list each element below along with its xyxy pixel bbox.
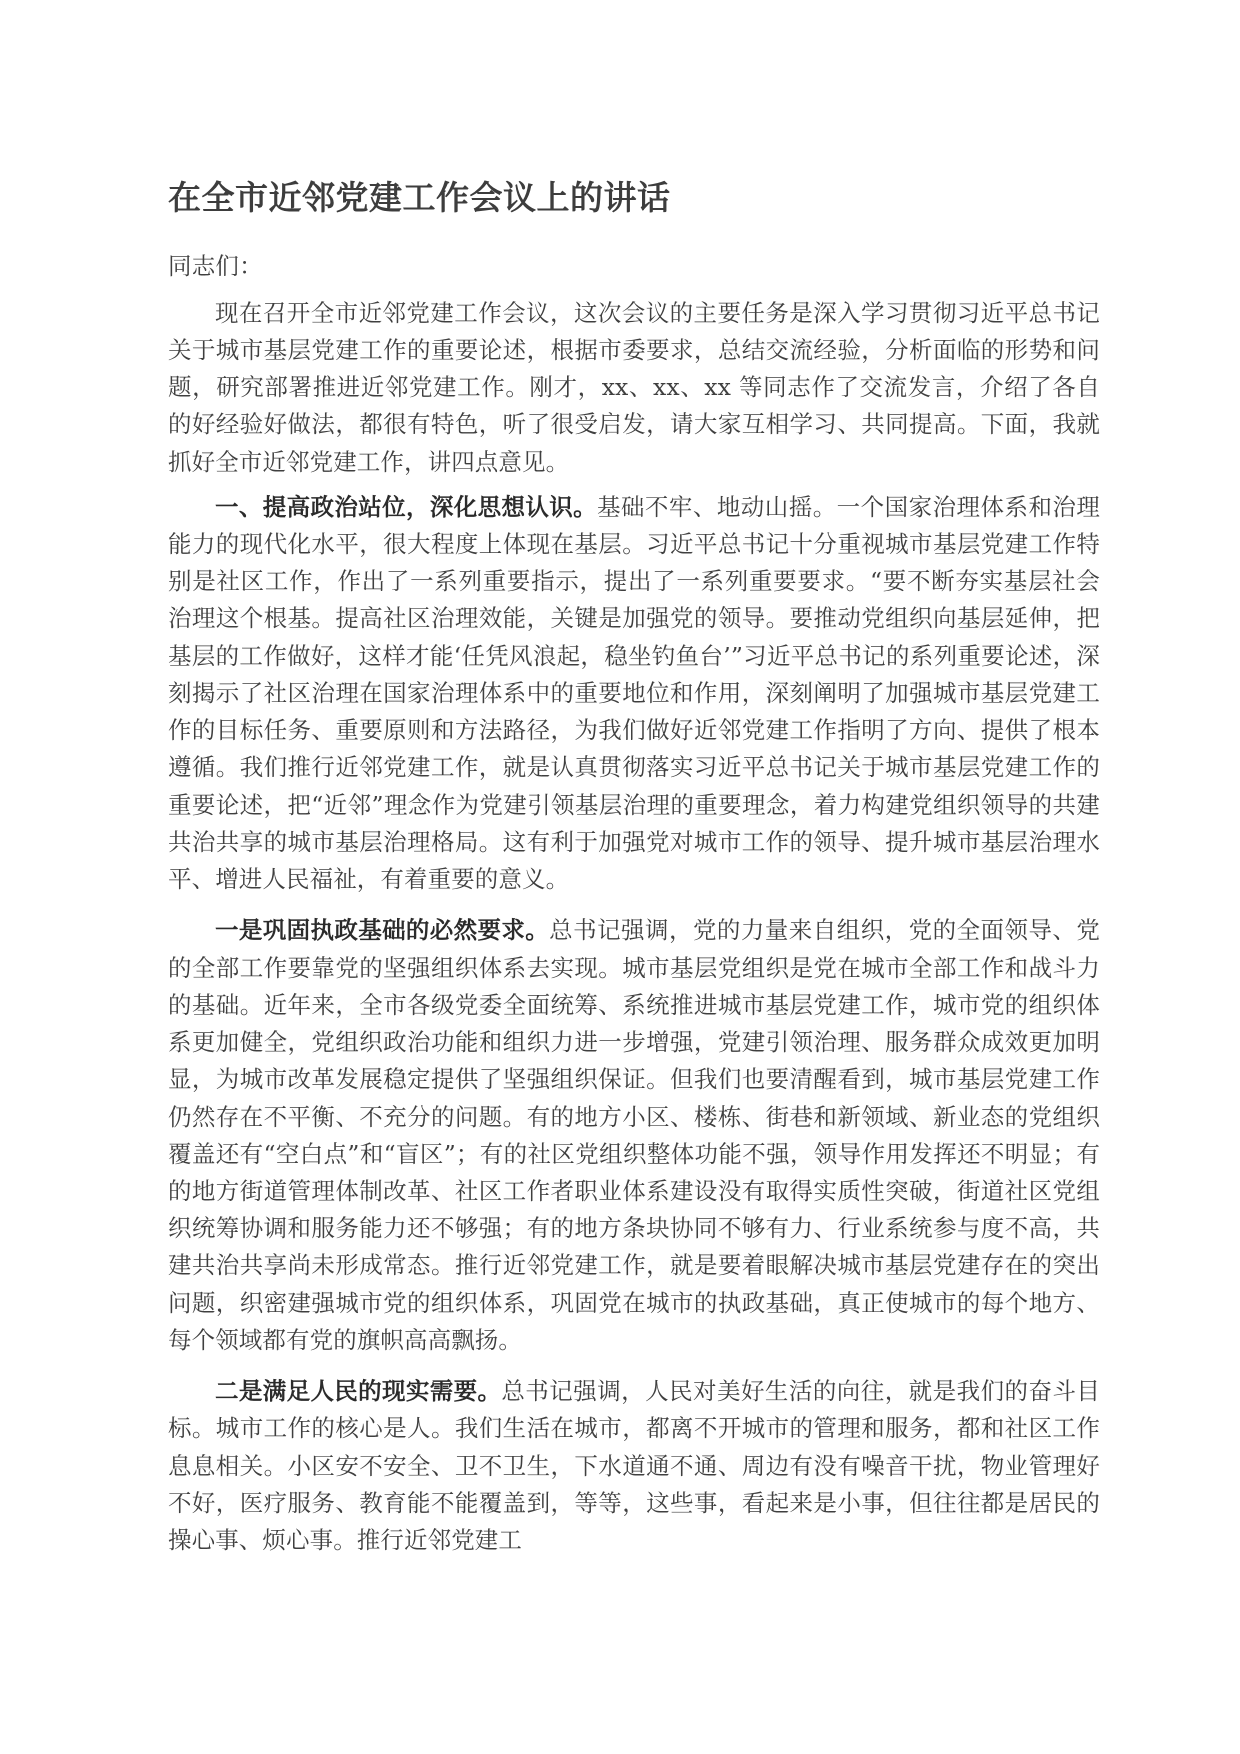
paragraph-point-two	[168, 1373, 1100, 1559]
paragraph-point-one	[168, 912, 1100, 1359]
paragraph-opening	[168, 295, 1100, 481]
paragraph-section-one	[168, 489, 1100, 899]
page-title: 在全市近邻党建工作会议上的讲话	[168, 178, 671, 217]
paragraph-text: 总书记强调，人民对美好生活的向往，就是我们的奋斗目标。城市工作的核心是人。我们生活在城市，都离不开城市的管理和服务，都和社区工作息息相关。小区安不安全、卫不卫生，下水道通不通、周边有没有噪音干扰，物业管理好不好，医疗服务、教育能不能覆盖到，等等，这些事，看起来是小事，但往往都是居民的操心事、烦心事。推行近邻党建工	[168, 1377, 1101, 1555]
paragraph-lead: 一、提高政治站位，深化思想认识。	[215, 492, 597, 521]
paragraph-lead: 一是巩固执政基础的必然要求。	[215, 916, 550, 945]
salutation: 同志们：	[168, 251, 263, 280]
paragraph-lead: 二是满足人民的现实需要。	[215, 1377, 502, 1406]
paragraph-text: 现在召开全市近邻党建工作会议，这次会议的主要任务是深入学习贯彻习近平总书记关于城市基层党建工作的重要论述，根据市委要求，总结交流经验，分析面临的形势和问题，研究部署推进近邻党建工作。刚才，xx、xx、xx 等同志作了交流发言，介绍了各自的好经验好做法，都很有特色，听了很受启发，请大家互相学习、共同提高。下面，我就抓好全市近邻党建工作，讲四点意见。	[168, 298, 1100, 476]
paragraph-text: 基础不牢、地动山摇。一个国家治理体系和治理能力的现代化水平，很大程度上体现在基层。习近平总书记十分重视城市基层党建工作特别是社区工作，作出了一系列重要指示，提出了一系列重要要求。“要不断夯实基层社会治理这个根基。提高社区治理效能，关键是加强党的领导。要推动党组织向基层延伸，把基层的工作做好，这样才能‘任凭风浪起，稳坐钓鱼台’”习近平总书记的系列重要论述，深刻揭示了社区治理在国家治理体系中的重要地位和作用，深刻阐明了加强城市基层党建工作的目标任务、重要原则和方法路径，为我们做好近邻党建工作指明了方向、提供了根本遵循。我们推行近邻党建工作，就是认真贯彻落实习近平总书记关于城市基层党建工作的重要论述，把“近邻”理念作为党建引领基层治理的重要理念，着力构建党组织领导的共建共治共享的城市基层治理格局。这有利于加强党对城市工作的领导、提升城市基层治理水平、增进人民福祉，有着重要的意义。	[168, 492, 1100, 894]
paragraph-text: 总书记强调，党的力量来自组织，党的全面领导、党的全部工作要靠党的坚强组织体系去实现。城市基层党组织是党在城市全部工作和战斗力的基础。近年来，全市各级党委全面统筹、系统推进城市基层党建工作，城市党的组织体系更加健全，党组织政治功能和组织力进一步增强，党建引领治理、服务群众成效更加明显，为城市改革发展稳定提供了坚强组织保证。但我们也要清醒看到，城市基层党建工作仍然存在不平衡、不充分的问题。有的地方小区、楼栋、街巷和新领域、新业态的党组织覆盖还有“空白点”和“盲区”；有的社区党组织整体功能不强，领导作用发挥还不明显；有的地方街道管理体制改革、社区工作者职业体系建设没有取得实质性突破，街道社区党组织统筹协调和服务能力还不够强；有的地方条块协同不够有力、行业系统参与度不高，共建共治共享尚未形成常态。推行近邻党建工作，就是要着眼解决城市基层党建存在的突出问题，织密建强城市党的组织体系，巩固党在城市的执政基础，真正使城市的每个地方、每个领域都有党的旗帜高高飘扬。	[168, 916, 1100, 1354]
